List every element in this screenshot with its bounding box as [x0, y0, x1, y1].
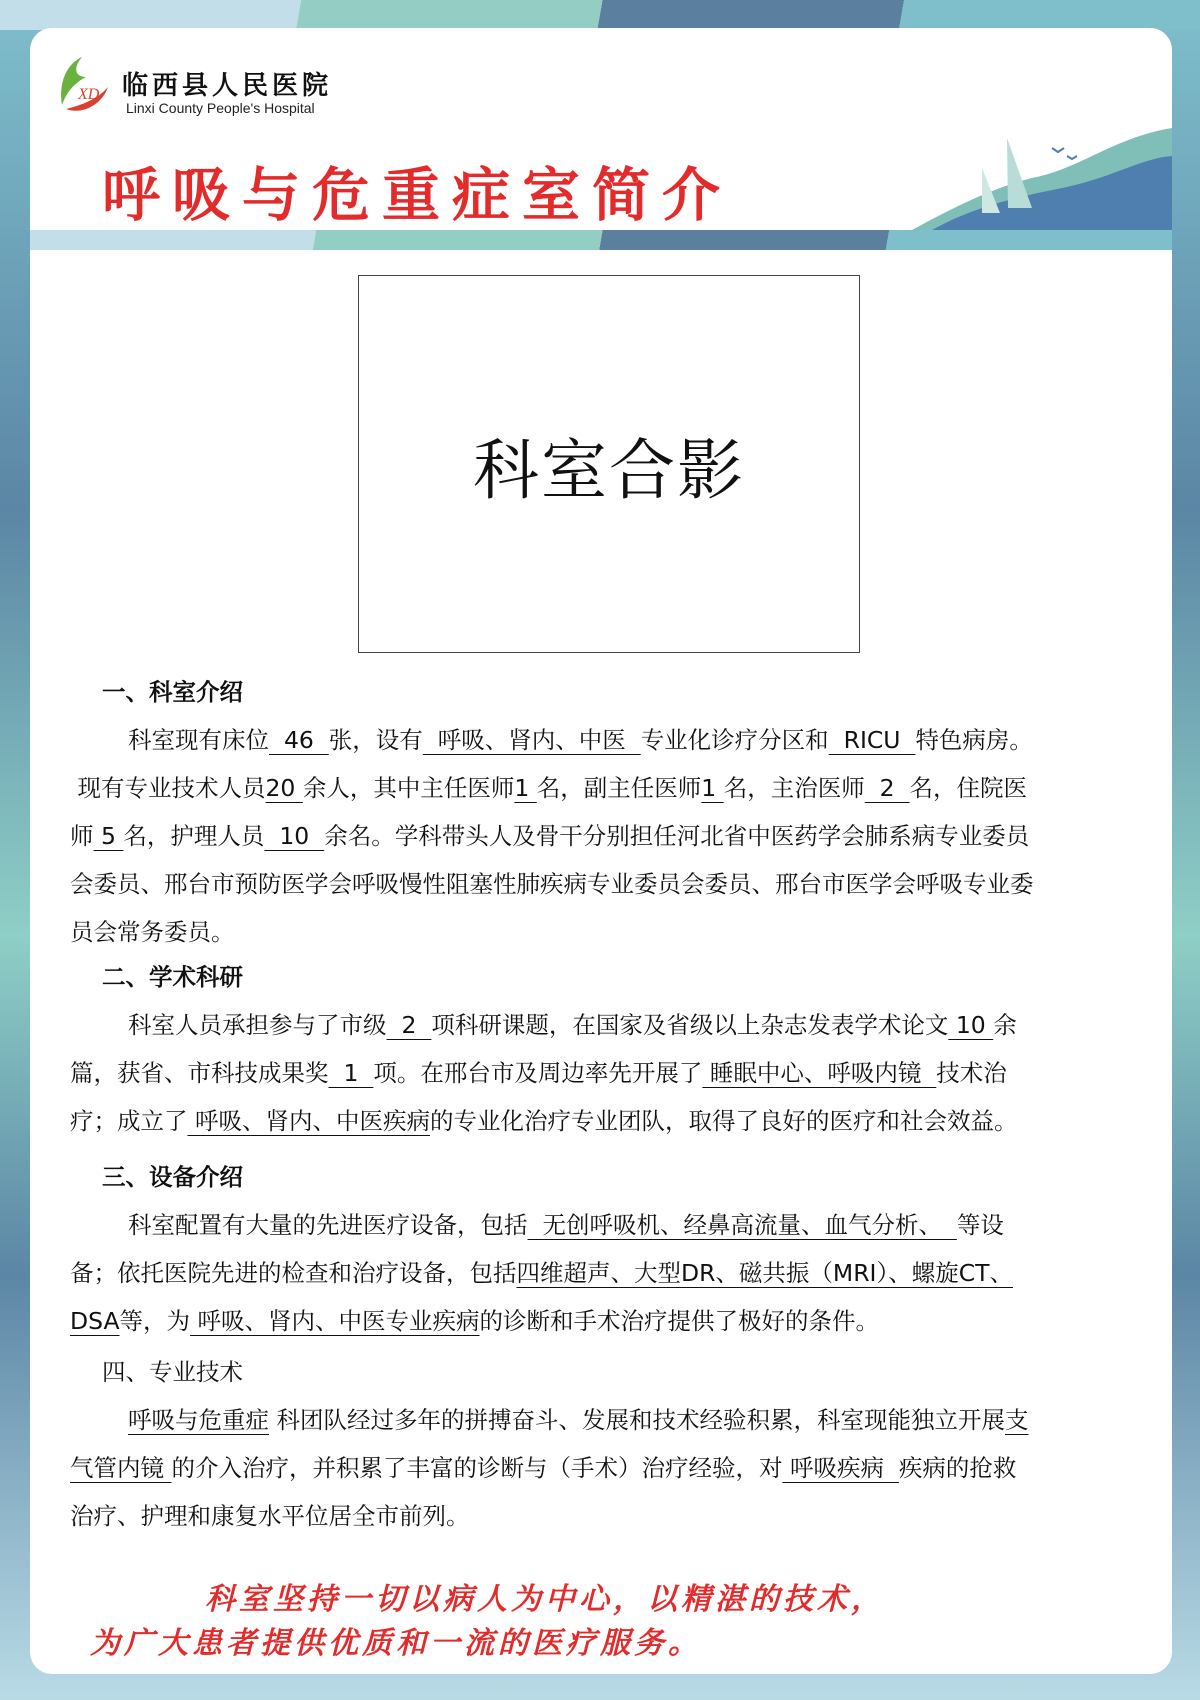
- section-heading: 三、设备介绍: [102, 1163, 243, 1191]
- paragraph-line: [70, 1492, 1150, 1540]
- poster-card: [30, 28, 1172, 1674]
- filled-blank: 呼吸、肾内、中医专业疾病: [190, 1307, 480, 1335]
- paragraph-line: [70, 1097, 1150, 1145]
- svg-text:XD: XD: [78, 86, 100, 103]
- text-segment: 会委员、邢台市预防医学会呼吸慢性阻塞性肺疾病专业委员会委员、邢台市医学会呼吸专业委: [70, 870, 1034, 898]
- paragraph-line: [70, 908, 1150, 956]
- filled-blank: 呼吸与危重症: [128, 1406, 269, 1434]
- text-segment: 科室人员承担参与了市级: [128, 1011, 387, 1039]
- filled-blank: 2: [864, 774, 910, 802]
- filled-blank: 睡眠中心、呼吸内镜: [702, 1059, 937, 1087]
- filled-blank: 支: [1004, 1406, 1029, 1434]
- section-heading: 二、学术科研: [102, 963, 243, 991]
- text-segment: 现有专业技术人员: [70, 774, 266, 802]
- text-segment: 名，护理人员: [123, 822, 265, 850]
- filled-blank: 1: [514, 774, 537, 802]
- text-segment: 名，住院医: [909, 774, 1028, 802]
- text-segment: 特色病房。: [915, 726, 1033, 754]
- text-segment: 的专业化治疗专业团队，取得了良好的医疗和社会效益。: [429, 1107, 1018, 1135]
- filled-blank: 1: [328, 1059, 374, 1087]
- section-expertise: [70, 1348, 1150, 1540]
- text-segment: 等设: [956, 1211, 1004, 1239]
- paragraph-line: [70, 812, 1150, 860]
- text-segment: 科室配置有大量的先进医疗设备，包括: [128, 1211, 528, 1239]
- text-segment: 的介入治疗，并积累了丰富的诊断与（手术）治疗经验，对: [171, 1454, 783, 1482]
- text-segment: 项。在邢台市及周边率先开展了: [373, 1059, 703, 1087]
- text-segment: 张，设有: [328, 726, 423, 754]
- filled-blank: 呼吸、肾内、中医: [422, 726, 641, 754]
- page-title: 呼吸与危重症室简介: [102, 161, 733, 229]
- photo-placeholder-label: 科室合影: [473, 431, 745, 509]
- filled-blank: 呼吸疾病: [782, 1454, 899, 1482]
- text-segment: 等，为: [119, 1307, 191, 1335]
- text-segment: 科团队经过多年的拼搏奋斗、发展和技术经验积累，科室现能独立开展: [269, 1406, 1005, 1434]
- hospital-logo-icon: [52, 53, 114, 115]
- filled-blank: RICU: [828, 726, 916, 754]
- filled-blank: 10: [264, 822, 325, 850]
- filled-blank: 气管内镜: [70, 1454, 172, 1482]
- filled-blank: 5: [93, 822, 124, 850]
- section-academic-research: [70, 953, 1150, 1145]
- sailboat-wave-decoration-icon: [912, 128, 1172, 230]
- text-segment: 余名。学科带头人及骨干分别担任河北省中医药学会肺系病专业委员: [324, 822, 1030, 850]
- team-photo-placeholder: [358, 275, 860, 653]
- filled-blank: 四维超声、大型DR、磁共振（MRI）、螺旋CT、: [516, 1259, 1013, 1287]
- paragraph-line: [70, 1444, 1150, 1492]
- hospital-name: 临西县人民医院: [122, 71, 333, 101]
- slogan-line-2: 为广大患者提供优质和一流的医疗服务。: [90, 1626, 702, 1661]
- text-segment: 员会常务委员。: [70, 918, 235, 946]
- paragraph-line: [70, 1001, 1150, 1049]
- section-heading: 一、科室介绍: [102, 678, 243, 706]
- filled-blank: 20: [265, 774, 303, 802]
- filled-blank: 无创呼吸机、经鼻高流量、血气分析、: [527, 1211, 957, 1239]
- text-segment: 师: [70, 822, 94, 850]
- text-segment: 项科研课题，在国家及省级以上杂志发表学术论文: [431, 1011, 949, 1039]
- text-segment: 余: [993, 1011, 1017, 1039]
- filled-blank: 1: [701, 774, 724, 802]
- paragraph-line: [70, 1049, 1150, 1097]
- paragraph-line: [70, 860, 1150, 908]
- hospital-name-en: Linxi County People's Hospital: [126, 100, 315, 116]
- section-heading: 四、专业技术: [102, 1358, 243, 1386]
- paragraph-line: [70, 1297, 1150, 1345]
- section-equipment: [70, 1153, 1150, 1345]
- filled-blank: DSA: [70, 1307, 120, 1335]
- section-department-intro: [70, 668, 1150, 956]
- filled-blank: 呼吸、肾内、中医疾病: [187, 1107, 430, 1135]
- text-segment: 备；依托医院先进的检查和治疗设备，包括: [70, 1259, 517, 1287]
- paragraph-line: [70, 1249, 1150, 1297]
- paragraph-line: [70, 1201, 1150, 1249]
- text-segment: 篇，获省、市科技成果奖: [70, 1059, 329, 1087]
- text-segment: 疗；成立了: [70, 1107, 188, 1135]
- text-segment: 的诊断和手术治疗提供了极好的条件。: [479, 1307, 880, 1335]
- decorative-divider-band: [30, 230, 1172, 250]
- filled-blank: 2: [386, 1011, 432, 1039]
- filled-blank: 46: [269, 726, 329, 754]
- text-segment: 技术治: [936, 1059, 1007, 1087]
- text-segment: 治疗、护理和康复水平位居全市前列。: [70, 1502, 470, 1530]
- text-segment: 科室现有床位: [128, 726, 269, 754]
- text-segment: 名，主治医师: [723, 774, 865, 802]
- paragraph-line: [70, 1396, 1150, 1444]
- text-segment: 余人，其中主任医师: [302, 774, 515, 802]
- text-segment: 专业化诊疗分区和: [640, 726, 829, 754]
- decorative-top-band: [0, 0, 1200, 30]
- paragraph-line: [70, 764, 1150, 812]
- text-segment: 疾病的抢救: [898, 1454, 1017, 1482]
- text-segment: 名，副主任医师: [536, 774, 702, 802]
- slogan-line-1: 科室坚持一切以病人为中心，以精湛的技术，: [205, 1582, 885, 1617]
- paragraph-line: [70, 716, 1150, 764]
- filled-blank: 10: [948, 1011, 994, 1039]
